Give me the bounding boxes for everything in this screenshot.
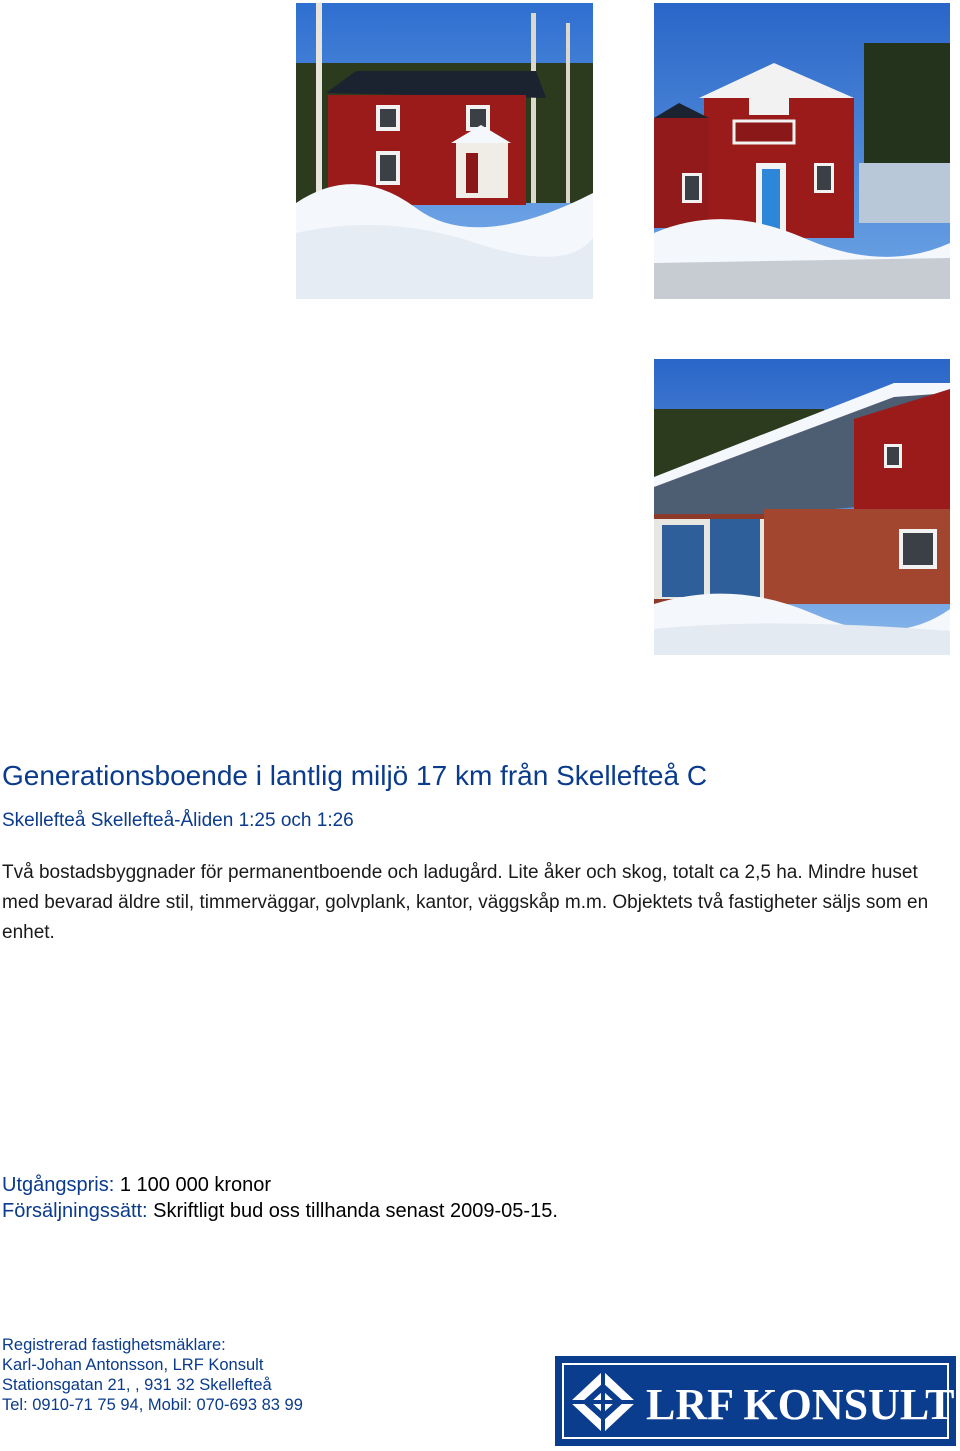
price-block <box>2 1172 558 1224</box>
listing-title: Generationsboende i lantlig miljö 17 km från Skellefteå C <box>2 760 708 791</box>
listing-description: Två bostadsbyggnader för permanentboende och ladugård. Lite åker och skog, totalt ca 2,5 ha. Mindre huset med bevarad äldre stil, timmerväggar, golvplank, kantor, väggskåp m.m. Objektets två fastigheter säljs som en enhet. <box>2 862 929 943</box>
sale-method-label: Försäljningssätt: <box>2 1200 148 1222</box>
asking-price-value: 1 100 000 kronor <box>114 1174 272 1196</box>
agent-contact <box>2 1335 303 1415</box>
agent-role: Registrerad fastighetsmäklare: <box>2 1336 226 1354</box>
agent-phone: Tel: 0910-71 75 94, Mobil: 070-693 83 99 <box>2 1396 303 1414</box>
agent-address: Stationsgatan 21, , 931 32 Skellefteå <box>2 1376 272 1394</box>
sale-method <box>2 1198 558 1224</box>
diamond-emblem-icon <box>568 1369 638 1435</box>
house-photo-1 <box>296 3 593 299</box>
lrf-konsult-logo <box>555 1356 956 1446</box>
house-photo-2 <box>654 3 950 299</box>
asking-price <box>2 1172 558 1198</box>
property-designation: Skellefteå Skellefteå-Åliden 1:25 och 1:26 <box>2 810 354 831</box>
asking-price-label: Utgångspris: <box>2 1174 115 1196</box>
sale-method-value: Skriftligt bud oss tillhanda senast 2009-05-15. <box>147 1200 558 1222</box>
barn-photo <box>654 359 950 655</box>
agent-name: Karl-Johan Antonsson, LRF Konsult <box>2 1356 264 1374</box>
logo-text: LRF KONSULT <box>646 1380 955 1429</box>
